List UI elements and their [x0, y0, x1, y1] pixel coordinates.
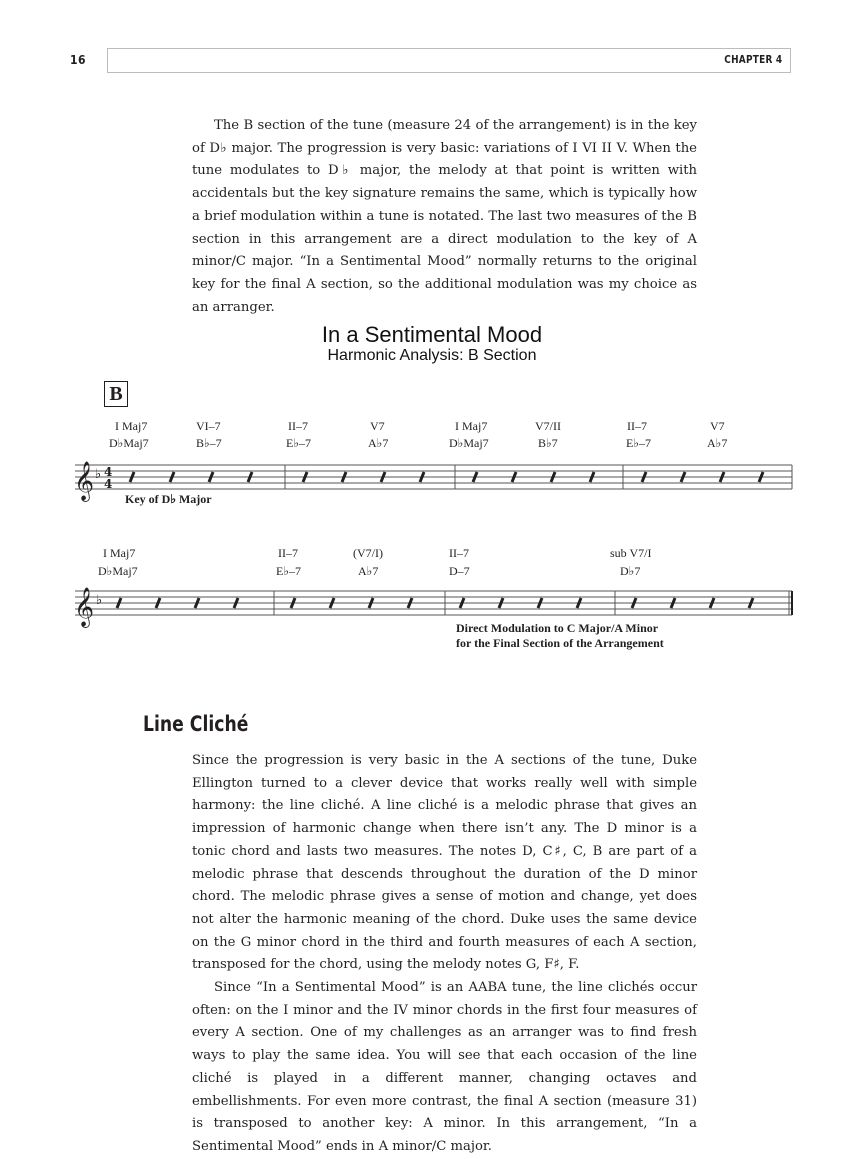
chord-roman: II–7: [627, 419, 647, 433]
intro-paragraph-text: The B section of the tune (measure 24 of the arrangement) is in the key of D♭ major. The progression is very basic: variations of I VI II V. When the tune modulates to D♭ major, the melody at that point is written with accidentals but the key signature remains the same, which is typically how a brief modulation within a tune is notated. The last two measures of the B section in this arrangement are a direct modulation to the key of A minor/C major. “In a Sentimental Mood” normally returns to the original key for the final A section, so the additional modulation was my choice as an arranger.: [192, 118, 697, 315]
chord-roman: (V7/I): [353, 546, 383, 560]
svg-text:4: 4: [104, 465, 113, 479]
chord-roman: V7: [370, 419, 385, 433]
chord-roman: I Maj7: [115, 419, 148, 433]
chord-roman: sub V7/I: [610, 546, 652, 560]
svg-text:4: 4: [104, 477, 113, 491]
running-header: [107, 48, 791, 73]
svg-text:♭: ♭: [96, 593, 103, 608]
modulation-annotation-line2: for the Final Section of the Arrangement: [456, 636, 664, 650]
chord-roman: II–7: [288, 419, 308, 433]
chord-symbol: E♭–7: [626, 436, 651, 450]
page-number: 16: [70, 53, 86, 67]
svg-text:𝄞: 𝄞: [74, 587, 95, 627]
intro-paragraph: [192, 115, 697, 319]
chord-symbol: D♭Maj7: [449, 436, 489, 450]
chord-roman: V7/II: [535, 419, 561, 433]
staff-system-2: [70, 576, 800, 632]
chord-symbol: B♭–7: [196, 436, 222, 450]
svg-text:♭: ♭: [95, 467, 102, 482]
flat-key-signature-icon: [96, 593, 102, 608]
chord-roman: II–7: [278, 546, 298, 560]
section-paragraph-2: Since “In a Sentimental Mood” is an AABA tune, the line clichés occur often: on the I minor and the IV minor chords in the first four measures of every A section. One of my challenges as an arranger was to find fresh ways to play the same idea. You will see that each occasion of the line cliché is played in a different manner, changing octaves and embellishments. For even more contrast, the final A section (measure 31) is transposed to another key: A minor. In this arrangement, “In a Sentimental Mood” ends in A minor/C major.: [192, 980, 697, 1154]
chord-roman: VI–7: [196, 419, 221, 433]
figure-title: In a Sentimental Mood: [321, 322, 543, 347]
svg-text:𝄞: 𝄞: [74, 461, 95, 501]
chord-symbol: D♭Maj7: [98, 564, 138, 578]
key-annotation: Key of D♭ Major: [125, 492, 212, 506]
chord-symbol: A♭7: [368, 436, 389, 450]
chord-roman: II–7: [449, 546, 469, 560]
modulation-annotation-line1: Direct Modulation to C Major/A Minor: [456, 621, 659, 635]
treble-clef-icon: [74, 461, 94, 502]
chord-symbol: D♭7: [620, 564, 641, 578]
section-body: [192, 750, 697, 1159]
section-paragraph-1: Since the progression is very basic in the A sections of the tune, Duke Ellington turned to a clever device that works really well with simple harmony: the line cliché. A line cliché is a melodic phrase that gives an impression of harmonic change when there isn’t any. The D minor is a tonic chord and lasts two measures. The notes D, C♯, C, B are part of a melodic phrase that descends throughout the duration of the D minor chord. The melodic phrase gives a sense of motion and change, yet does not alter the harmonic meaning of the chord. Duke uses the same device on the G minor chord in the third and fourth measures of each A section, transposed for the chord, using the melody notes G, F♯, F.: [192, 753, 697, 973]
chord-roman: I Maj7: [455, 419, 488, 433]
chapter-label: CHAPTER 4: [723, 54, 782, 66]
section-heading: Line Cliché: [143, 712, 249, 736]
chord-roman: I Maj7: [103, 546, 136, 560]
flat-key-signature-icon: [95, 467, 101, 482]
chord-symbol: A♭7: [358, 564, 379, 578]
chord-symbol: E♭–7: [276, 564, 301, 578]
chord-symbol: A♭7: [707, 436, 728, 450]
figure-subtitle: Harmonic Analysis: B Section: [327, 347, 537, 364]
chord-roman: V7: [710, 419, 725, 433]
chord-symbol: D–7: [449, 564, 470, 578]
rehearsal-mark: B: [104, 381, 128, 407]
treble-clef-icon: [74, 587, 94, 628]
chord-symbol: E♭–7: [286, 436, 311, 450]
chord-symbol: D♭Maj7: [109, 436, 149, 450]
chord-symbol: B♭7: [538, 436, 558, 450]
time-signature-icon: [104, 465, 112, 491]
